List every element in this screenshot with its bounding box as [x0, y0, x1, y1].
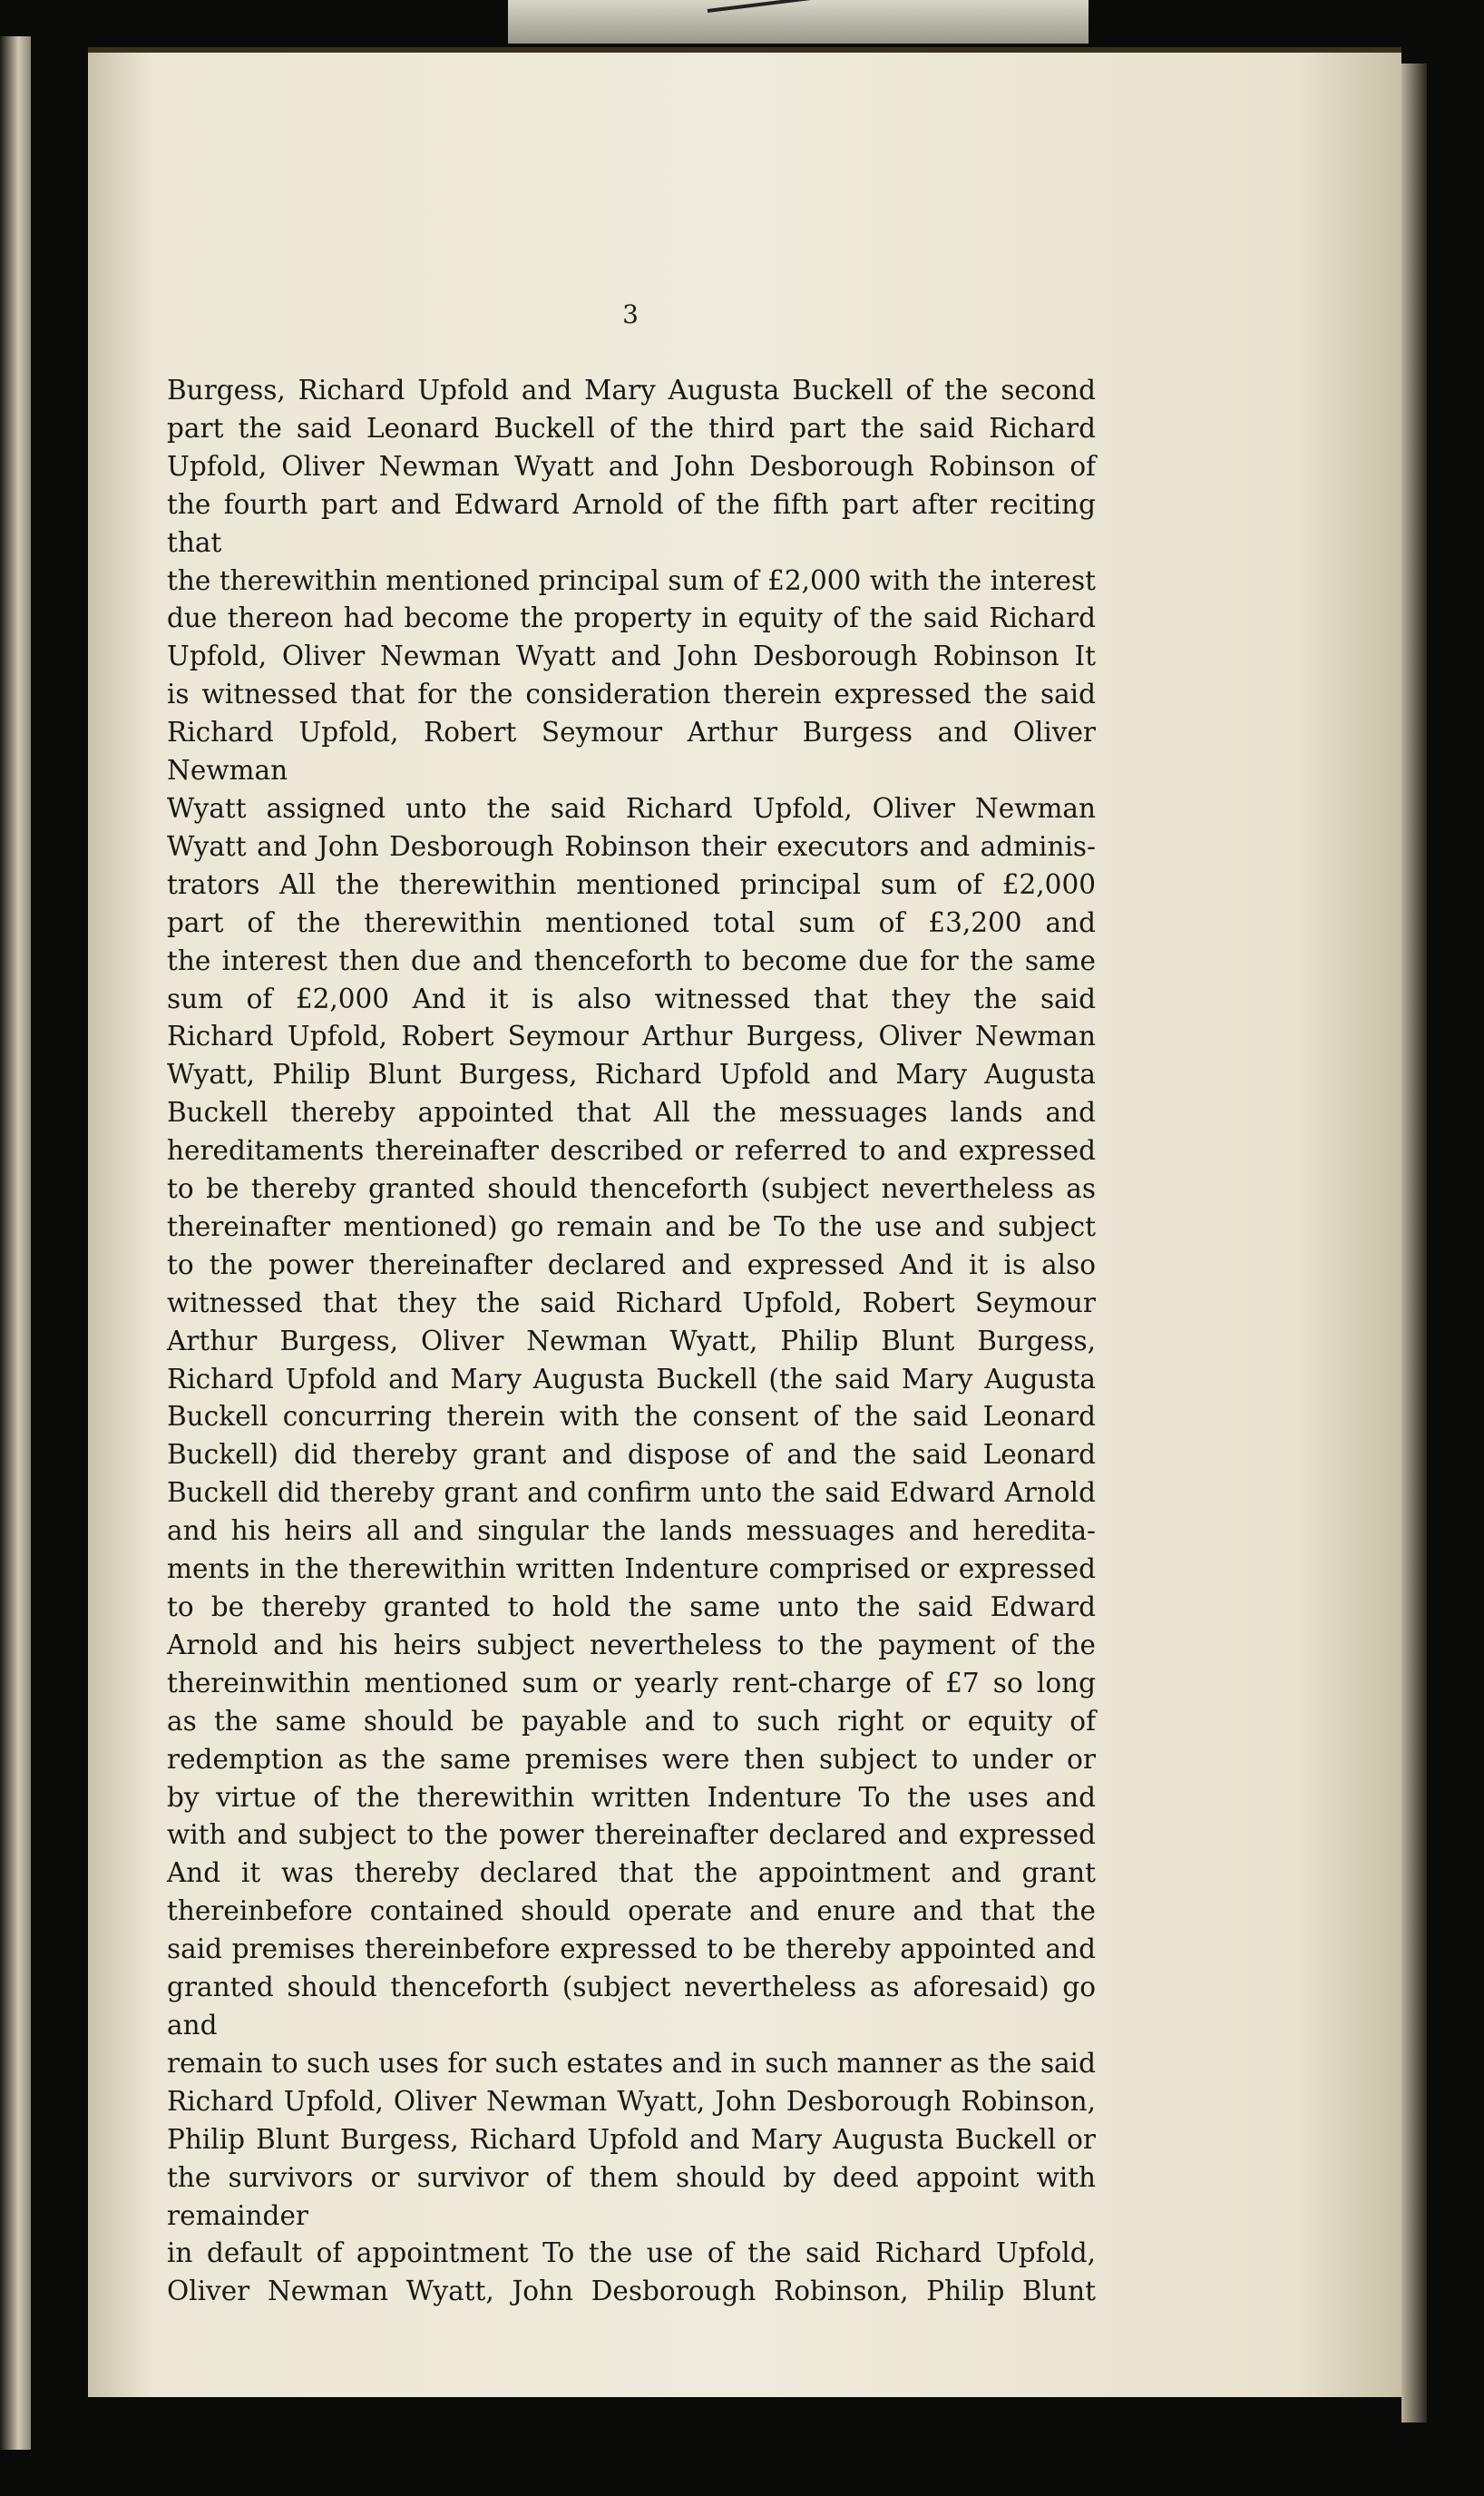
text-line: as the same should be payable and to such right or equity of [167, 1705, 1096, 1737]
archive-label-slip [508, 0, 1089, 44]
text-line: Buckell did thereby grant and confirm unto the said Edward Arnold [167, 1477, 1096, 1509]
text-line: Richard Upfold, Robert Seymour Arthur Burgess, Oliver Newman [167, 1021, 1096, 1052]
text-line: thereinafter mentioned) go remain and be To the use and subject [167, 1210, 1096, 1242]
text-line: in default of appointment To the use of the said Richard Upfold, [167, 2237, 1096, 2269]
text-line: Richard Upfold, Oliver Newman Wyatt, John Desborough Robinson, [167, 2085, 1096, 2117]
text-line: Wyatt, Philip Blunt Burgess, Richard Upfold and Mary Augusta [167, 1059, 1096, 1091]
page-number: 3 [622, 299, 639, 329]
text-line: to be thereby granted should thenceforth (subject nevertheless as [167, 1173, 1096, 1205]
text-line: Buckell) did thereby grant and dispose of and the said Leonard [167, 1439, 1096, 1471]
text-line: Philip Blunt Burgess, Richard Upfold and Mary Augusta Buckell or [167, 2123, 1096, 2155]
text-line: by virtue of the therewithin written Indenture To the uses and [167, 1781, 1096, 1813]
text-line: And it was thereby declared that the appointment and grant [167, 1857, 1096, 1889]
text-line: said premises thereinbefore expressed to be thereby appointed and [167, 1933, 1096, 1965]
text-line: thereinwithin mentioned sum or yearly rent-charge of £7 so long [167, 1667, 1096, 1698]
text-line: part of the therewithin mentioned total sum of £3,200 and [167, 906, 1096, 938]
text-line: Wyatt assigned unto the said Richard Upfold, Oliver Newman [167, 792, 1096, 824]
text-line: trators All the therewithin mentioned principal sum of £2,000 [167, 868, 1096, 900]
body-text [167, 372, 1096, 2311]
text-line: sum of £2,000 And it is also witnessed that they the said [167, 983, 1096, 1014]
text-line: to the power thereinafter declared and expressed And it is also [167, 1248, 1096, 1280]
text-line: Oliver Newman Wyatt, John Desborough Robinson, Philip Blunt [167, 2276, 1096, 2307]
adjacent-page-edge [0, 36, 31, 2450]
text-line: remain to such uses for such estates and in such manner as the said [167, 2047, 1096, 2079]
text-line: with and subject to the power thereinafter declared and expressed [167, 1819, 1096, 1851]
text-line: and his heirs all and singular the lands messuages and heredita- [167, 1515, 1096, 1547]
text-line: the survivors or survivor of them should by deed appoint with remainder [167, 2161, 1096, 2231]
text-line: Richard Upfold and Mary Augusta Buckell (the said Mary Augusta [167, 1363, 1096, 1395]
text-line: hereditaments thereinafter described or referred to and expressed [167, 1135, 1096, 1167]
text-line: Wyatt and John Desborough Robinson their executors and adminis- [167, 830, 1096, 862]
text-line: Buckell thereby appointed that All the messuages lands and [167, 1097, 1096, 1129]
text-line: Upfold, Oliver Newman Wyatt and John Desborough Robinson of [167, 450, 1096, 482]
text-line: Buckell concurring therein with the consent of the said Leonard [167, 1401, 1096, 1433]
text-line: Burgess, Richard Upfold and Mary Augusta Buckell of the second [167, 375, 1096, 406]
text-line: to be thereby granted to hold the same unto the said Edward [167, 1591, 1096, 1622]
text-line: redemption as the same premises were then subject to under or [167, 1743, 1096, 1775]
book-edge [1401, 64, 1427, 2423]
text-line: due thereon had become the property in equity of the said Richard [167, 602, 1096, 634]
text-line: ments in the therewithin written Indenture comprised or expressed [167, 1553, 1096, 1585]
text-line: the therewithin mentioned principal sum of £2,000 with the interest [167, 564, 1096, 596]
text-line: Arthur Burgess, Oliver Newman Wyatt, Philip Blunt Burgess, [167, 1325, 1096, 1356]
text-line: thereinbefore contained should operate and enure and that the [167, 1895, 1096, 1927]
text-line: is witnessed that for the consideration therein expressed the said [167, 679, 1096, 710]
text-line: Arnold and his heirs subject nevertheless to the payment of the [167, 1629, 1096, 1660]
text-line: witnessed that they the said Richard Upfold, Robert Seymour [167, 1287, 1096, 1318]
text-line: the interest then due and thenceforth to become due for the same [167, 945, 1096, 976]
text-line: the fourth part and Edward Arnold of the fifth part after reciting that [167, 488, 1096, 558]
text-line: Richard Upfold, Robert Seymour Arthur Burgess and Oliver Newman [167, 717, 1096, 787]
text-line: part the said Leonard Buckell of the third part the said Richard [167, 412, 1096, 444]
text-line: granted should thenceforth (subject nevertheless as aforesaid) go and [167, 1972, 1096, 2041]
text-line: Upfold, Oliver Newman Wyatt and John Desborough Robinson It [167, 641, 1096, 672]
